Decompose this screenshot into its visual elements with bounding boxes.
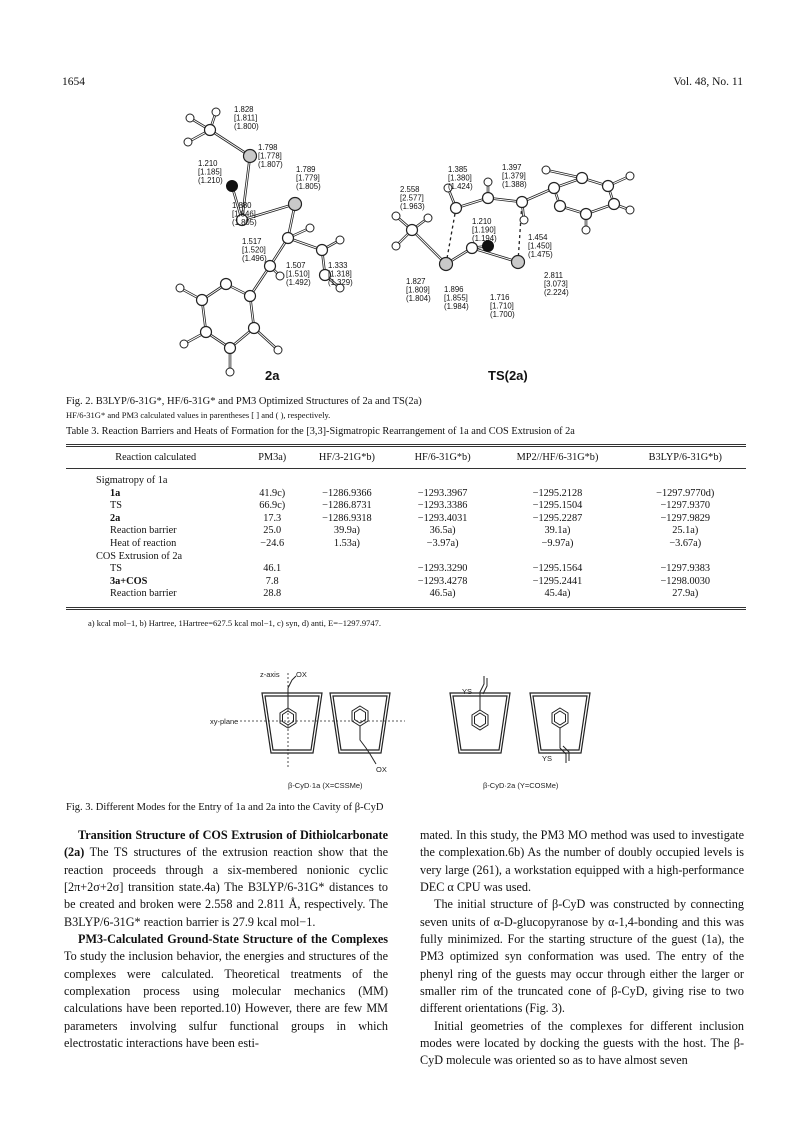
journal-volume: Vol. 48, No. 11: [673, 76, 743, 88]
sulfur-atom: [289, 198, 302, 211]
carbon-atom: [221, 279, 232, 290]
bond-length-label: 1.333: [328, 261, 348, 270]
table-3-grid: [66, 444, 746, 610]
table-cell: −1286.9366: [322, 487, 372, 499]
table-cell: −24.6: [260, 537, 285, 549]
hydrogen-atom: [392, 242, 400, 250]
bond-length-label: 1.827: [406, 277, 426, 286]
carbon-atom: [205, 125, 216, 136]
bond-length-label: [2.577]: [400, 193, 424, 203]
carbon-atom: [249, 323, 260, 334]
carbon-atom: [197, 295, 208, 306]
hydrogen-atom: [306, 224, 314, 232]
table-row: [66, 538, 746, 551]
carbon-atom: [577, 173, 588, 184]
bond-length-label: 1.716: [490, 293, 510, 302]
table-3-header-cell: PM3a): [245, 446, 299, 469]
sulfur-atom: [244, 150, 257, 163]
bond-length-label: 1.789: [296, 165, 316, 174]
table-row: [66, 576, 746, 589]
table-cell: 25.1a): [672, 525, 699, 537]
table-cell: 3a+COS: [110, 575, 148, 587]
table-cell: −1297.9770d): [656, 487, 715, 499]
table-cell: −1293.4278: [417, 575, 468, 587]
table-cell: [299, 551, 395, 564]
bond-length-label: (1.700): [490, 310, 515, 320]
table-3-title: Table 3. Reaction Barriers and Heats of Formation for the [3,3]-Sigmatropic Rearrangement of 1a and COS Extrusion of 2a: [66, 426, 575, 437]
ox-top-label: OX: [296, 670, 307, 679]
table-row: [66, 469, 746, 488]
bond-length-label: (1.800): [234, 122, 259, 132]
z-axis-label: z-axis: [260, 670, 280, 679]
paragraph-text: mated. In this study, the PM3 MO method was used to investigate the complexation.6b) As the number of doubly occupied levels is very large (261), a workstation equipped with a high-performance DEC α CPU was used.: [420, 828, 744, 895]
bond-length-label: [1.710]: [490, 301, 514, 311]
carbon-atom: [451, 203, 462, 214]
table-3-header-cell: HF/3-21G*b): [299, 446, 395, 469]
table-cell: [490, 469, 624, 488]
bond-length-label: [1.846]: [232, 209, 256, 219]
table-cell: −1295.1504: [532, 500, 583, 512]
carbon-atom: [483, 193, 494, 204]
carbon-atom: [201, 327, 212, 338]
figure-2-molecular-structures: [150, 100, 650, 390]
bond-length-label: (1.210): [198, 176, 223, 186]
table-cell: Reaction barrier: [110, 525, 177, 537]
hydrogen-atom: [176, 284, 184, 292]
table-3: [66, 426, 746, 628]
carbon-atom: [555, 201, 566, 212]
bond-length-label: (1.492): [286, 278, 311, 288]
table-cell: 1a: [110, 487, 121, 499]
bond-length-label: 1.896: [444, 285, 464, 294]
table-3-header-cell: HF/6-31G*b): [395, 446, 491, 469]
bond-length-label: [1.318]: [328, 269, 352, 279]
hydrogen-atom: [392, 212, 400, 220]
hydrogen-atom: [212, 108, 220, 116]
table-cell: [625, 469, 746, 488]
bond-length-label: 2.811: [544, 271, 563, 280]
table-row: [66, 500, 746, 513]
ox-bottom-label: OX: [376, 765, 387, 774]
paragraph-text: To study the inclusion behavior, the energies and structures of the complexes were calculated. Theoretical treatments of the complexation process using molecular mechanics (MM) calculations have been reported.10) However, there are few MM parameters involving sulfur functional groups in which electrostatic interactions have been esti-: [64, 949, 388, 1051]
hydrogen-atom: [520, 216, 528, 224]
hydrogen-atom: [424, 214, 432, 222]
body-paragraph: [420, 896, 744, 1017]
table-cell: 27.9a): [625, 588, 746, 608]
table-cell: −9.97a): [541, 537, 574, 549]
table-cell: [299, 469, 395, 488]
table-cell: [625, 551, 746, 564]
bond: [446, 208, 456, 264]
bond-length-label: [1.380]: [448, 173, 472, 183]
bond-length-label: (1.805): [296, 182, 321, 192]
bond: [518, 202, 522, 262]
carbon-atom: [407, 225, 418, 236]
bond-length-label: (1.984): [444, 302, 469, 312]
oxygen-atom: [227, 181, 238, 192]
table-row: [66, 525, 746, 538]
bond-length-label: [3.073]: [544, 279, 568, 289]
bond-length-label: 1.210: [198, 159, 218, 168]
table-cell: 39.1a): [544, 525, 571, 537]
bond-length-label: [1.510]: [286, 269, 310, 279]
table-cell: Sigmatropy of 1a: [96, 475, 168, 486]
bond-length-label: [1.379]: [502, 171, 526, 181]
bond-length-label: 1.798: [258, 143, 278, 152]
carbon-atom: [581, 209, 592, 220]
bond-length-label: [1.520]: [242, 245, 266, 255]
sulfur-atom: [512, 256, 525, 269]
table-cell: −1293.3290: [417, 563, 468, 575]
table-cell: 45.4a): [490, 588, 624, 608]
label-cyd-2a: β-CyD·2a (Y=COSMe): [483, 781, 559, 790]
bond-length-label: [1.855]: [444, 293, 468, 303]
ys-left-label: YS: [462, 687, 473, 696]
bond-length-label: 1.397: [502, 163, 522, 172]
hydrogen-atom: [180, 340, 188, 348]
table-cell: COS Extrusion of 2a: [96, 550, 183, 562]
table-3-header-cell: B3LYP/6-31G*b): [625, 446, 746, 469]
bond-length-label: (1.807): [258, 160, 283, 170]
label-cyd-1a: β-CyD·1a (X=CSSMe): [288, 781, 363, 790]
table-cell: −3.67a): [669, 537, 702, 549]
section-heading: PM3-Calculated Ground-State Structure of the Complexes: [78, 932, 388, 947]
bond-length-label: (1.388): [502, 180, 527, 190]
ys-right-label: YS: [542, 754, 553, 763]
table-cell: [299, 576, 395, 589]
table-cell: [299, 563, 395, 576]
table-cell: 1.53a): [333, 537, 360, 549]
body-paragraph: [64, 827, 388, 931]
sulfur-atom: [440, 258, 453, 271]
table-cell: −3.97a): [426, 537, 459, 549]
bond-length-label: (1.329): [328, 278, 353, 288]
bond-length-label: [1.190]: [472, 225, 496, 235]
molecule-label-2a: 2a: [265, 368, 280, 383]
hydrogen-atom: [336, 236, 344, 244]
bond-length-label: 2.558: [400, 185, 420, 194]
paragraph-text: Initial geometries of the complexes for different inclusion modes were located by docking the guests with the host. The β-CyD molecule was oriented so as to have almost seven: [420, 1018, 744, 1068]
hydrogen-atom: [582, 226, 590, 234]
table-cell: 25.0: [263, 525, 282, 537]
table-cell: Reaction barrier: [66, 588, 245, 608]
bond-length-label: [1.450]: [528, 241, 552, 251]
bond-length-label: (1.963): [400, 202, 425, 212]
table-row: [66, 513, 746, 526]
hydrogen-atom: [626, 172, 634, 180]
table-cell: 39.9a): [333, 525, 360, 537]
paragraph-text: The initial structure of β-CyD was constructed by connecting seven units of α-D-glucopyranose by α-1,4-bonding and this was fully minimized. For the starting structure of the guest (1a), the PM3 optimized syn conformation was used. The entry of the phenyl ring of the guests may occur through either the larger or smaller rim of the truncated cone of β-CyD, giving rise to two different orientations (Fig. 3).: [420, 897, 744, 1016]
hydrogen-atom: [276, 272, 284, 280]
table-cell: 28.8: [245, 588, 299, 608]
carbon-atom: [603, 181, 614, 192]
table-3-header-cell: MP2//HF/6-31G*b): [490, 446, 624, 469]
table-cell: −1286.9318: [322, 512, 372, 524]
carbon-atom: [467, 243, 478, 254]
table-cell: −1286.8731: [322, 500, 372, 512]
table-cell: TS: [110, 500, 123, 512]
bond-length-label: 1.880: [232, 201, 252, 210]
table-cell: 7.8: [265, 575, 279, 587]
carbon-atom: [609, 199, 620, 210]
bond-length-label: [1.811]: [234, 113, 258, 123]
table-cell: 41.9c): [259, 487, 286, 499]
table-cell: 17.3: [263, 512, 282, 524]
figure-2-caption-main: Fig. 2. B3LYP/6-31G*, HF/6-31G* and PM3 Optimized Structures of 2a and TS(2a): [66, 396, 422, 407]
table-cell: −1297.9370: [660, 500, 711, 512]
table-cell: 66.9c): [259, 500, 286, 512]
bond-length-label: 1.210: [472, 217, 492, 226]
page-number: 1654: [62, 76, 85, 88]
bond-length-label: (2.224): [544, 288, 569, 298]
table-row: [66, 488, 746, 501]
carbon-atom: [317, 245, 328, 256]
figure-2-caption: [66, 395, 422, 421]
hydrogen-atom: [626, 206, 634, 214]
table-row: [66, 563, 746, 576]
table-cell: [395, 551, 491, 564]
table-cell: 2a: [110, 512, 121, 524]
table-cell: −1293.4031: [417, 512, 468, 524]
hydrogen-atom: [184, 138, 192, 146]
table-cell: −1295.2441: [532, 575, 583, 587]
carbon-atom: [517, 197, 528, 208]
table-row: [66, 551, 746, 564]
bond-length-label: (1.805): [232, 218, 257, 228]
section-heading: Transition Structure of COS Extrusion of Dithiolcarbonate (2a): [64, 828, 388, 860]
paragraph-text: The TS structures of the extrusion reaction show that the reaction proceeds through a six-membered nonionic cyclic [2π+2σ+2σ] transition state.4a) The B3LYP/6-31G* distances to be created and broken were 2.558 and 2.811 Å, respectively. The B3LYP/6-31G* reaction barrier is 27.9 kcal mol−1.: [64, 845, 389, 929]
figure-3-caption: Fig. 3. Different Modes for the Entry of 1a and 2a into the Cavity of β-CyD: [66, 802, 384, 813]
bond-length-label: [1.185]: [198, 167, 222, 177]
table-cell: −1293.3967: [417, 487, 468, 499]
table-cell: [395, 469, 491, 488]
body-paragraph: [420, 827, 744, 896]
bond-length-label: (1.496): [242, 254, 267, 264]
hydrogen-atom: [274, 346, 282, 354]
bond-length-label: (1.424): [448, 182, 473, 192]
bond-length-label: 1.828: [234, 105, 254, 114]
carbon-atom: [225, 343, 236, 354]
bond-length-label: 1.385: [448, 165, 468, 174]
bond-length-label: [1.778]: [258, 151, 282, 161]
table-3-header-cell: Reaction calculated: [66, 446, 245, 469]
bond-length-label: (1.475): [528, 250, 553, 260]
table-cell: TS: [110, 563, 123, 575]
bond-length-label: 1.454: [528, 233, 548, 242]
carbon-atom: [245, 291, 256, 302]
body-column-left: [64, 827, 388, 1052]
table-cell: −1297.9383: [660, 563, 711, 575]
table-row: [66, 588, 746, 608]
table-cell: [245, 551, 299, 564]
hydrogen-atom: [186, 114, 194, 122]
hydrogen-atom: [484, 178, 492, 186]
table-cell: −1295.2128: [532, 487, 583, 499]
table-cell: Heat of reaction: [110, 537, 177, 549]
table-cell: 36.5a): [429, 525, 456, 537]
table-cell: −1295.1564: [532, 563, 583, 575]
body-paragraph: [64, 931, 388, 1052]
figure-2-caption-sub: HF/6-31G* and PM3 calculated values in parentheses [ ] and ( ), respectively.: [66, 410, 331, 421]
table-cell: [299, 588, 395, 608]
table-cell: −1298.0030: [660, 575, 711, 587]
table-cell: 46.1: [263, 563, 282, 575]
table-cell: [490, 551, 624, 564]
molecule-label-ts2a: TS(2a): [488, 368, 528, 383]
bond-length-label: (1.194): [472, 234, 497, 244]
bond-length-label: (1.804): [406, 294, 431, 304]
bond-length-label: [1.779]: [296, 173, 320, 183]
body-paragraph: [420, 1018, 744, 1070]
body-column-right: [420, 827, 744, 1070]
table-cell: [245, 469, 299, 488]
hydrogen-atom: [226, 368, 234, 376]
table-cell: 46.5a): [395, 588, 491, 608]
table-cell: −1295.2287: [532, 512, 583, 524]
figure-3-inclusion-modes: [200, 668, 600, 793]
table-cell: −1293.3386: [417, 500, 468, 512]
xy-plane-label: xy-plane: [210, 717, 239, 726]
hydrogen-atom: [542, 166, 550, 174]
bond-length-label: [1.809]: [406, 285, 430, 295]
table-cell: −1297.9829: [660, 512, 711, 524]
table-3-footnote: a) kcal mol−1, b) Hartree, 1Hartree=627.5 kcal mol−1, c) syn, d) anti, E=−1297.9747.: [88, 617, 382, 628]
bond-length-label: 1.507: [286, 261, 306, 270]
bond-length-label: 1.517: [242, 237, 262, 246]
carbon-atom: [549, 183, 560, 194]
carbon-atom: [283, 233, 294, 244]
